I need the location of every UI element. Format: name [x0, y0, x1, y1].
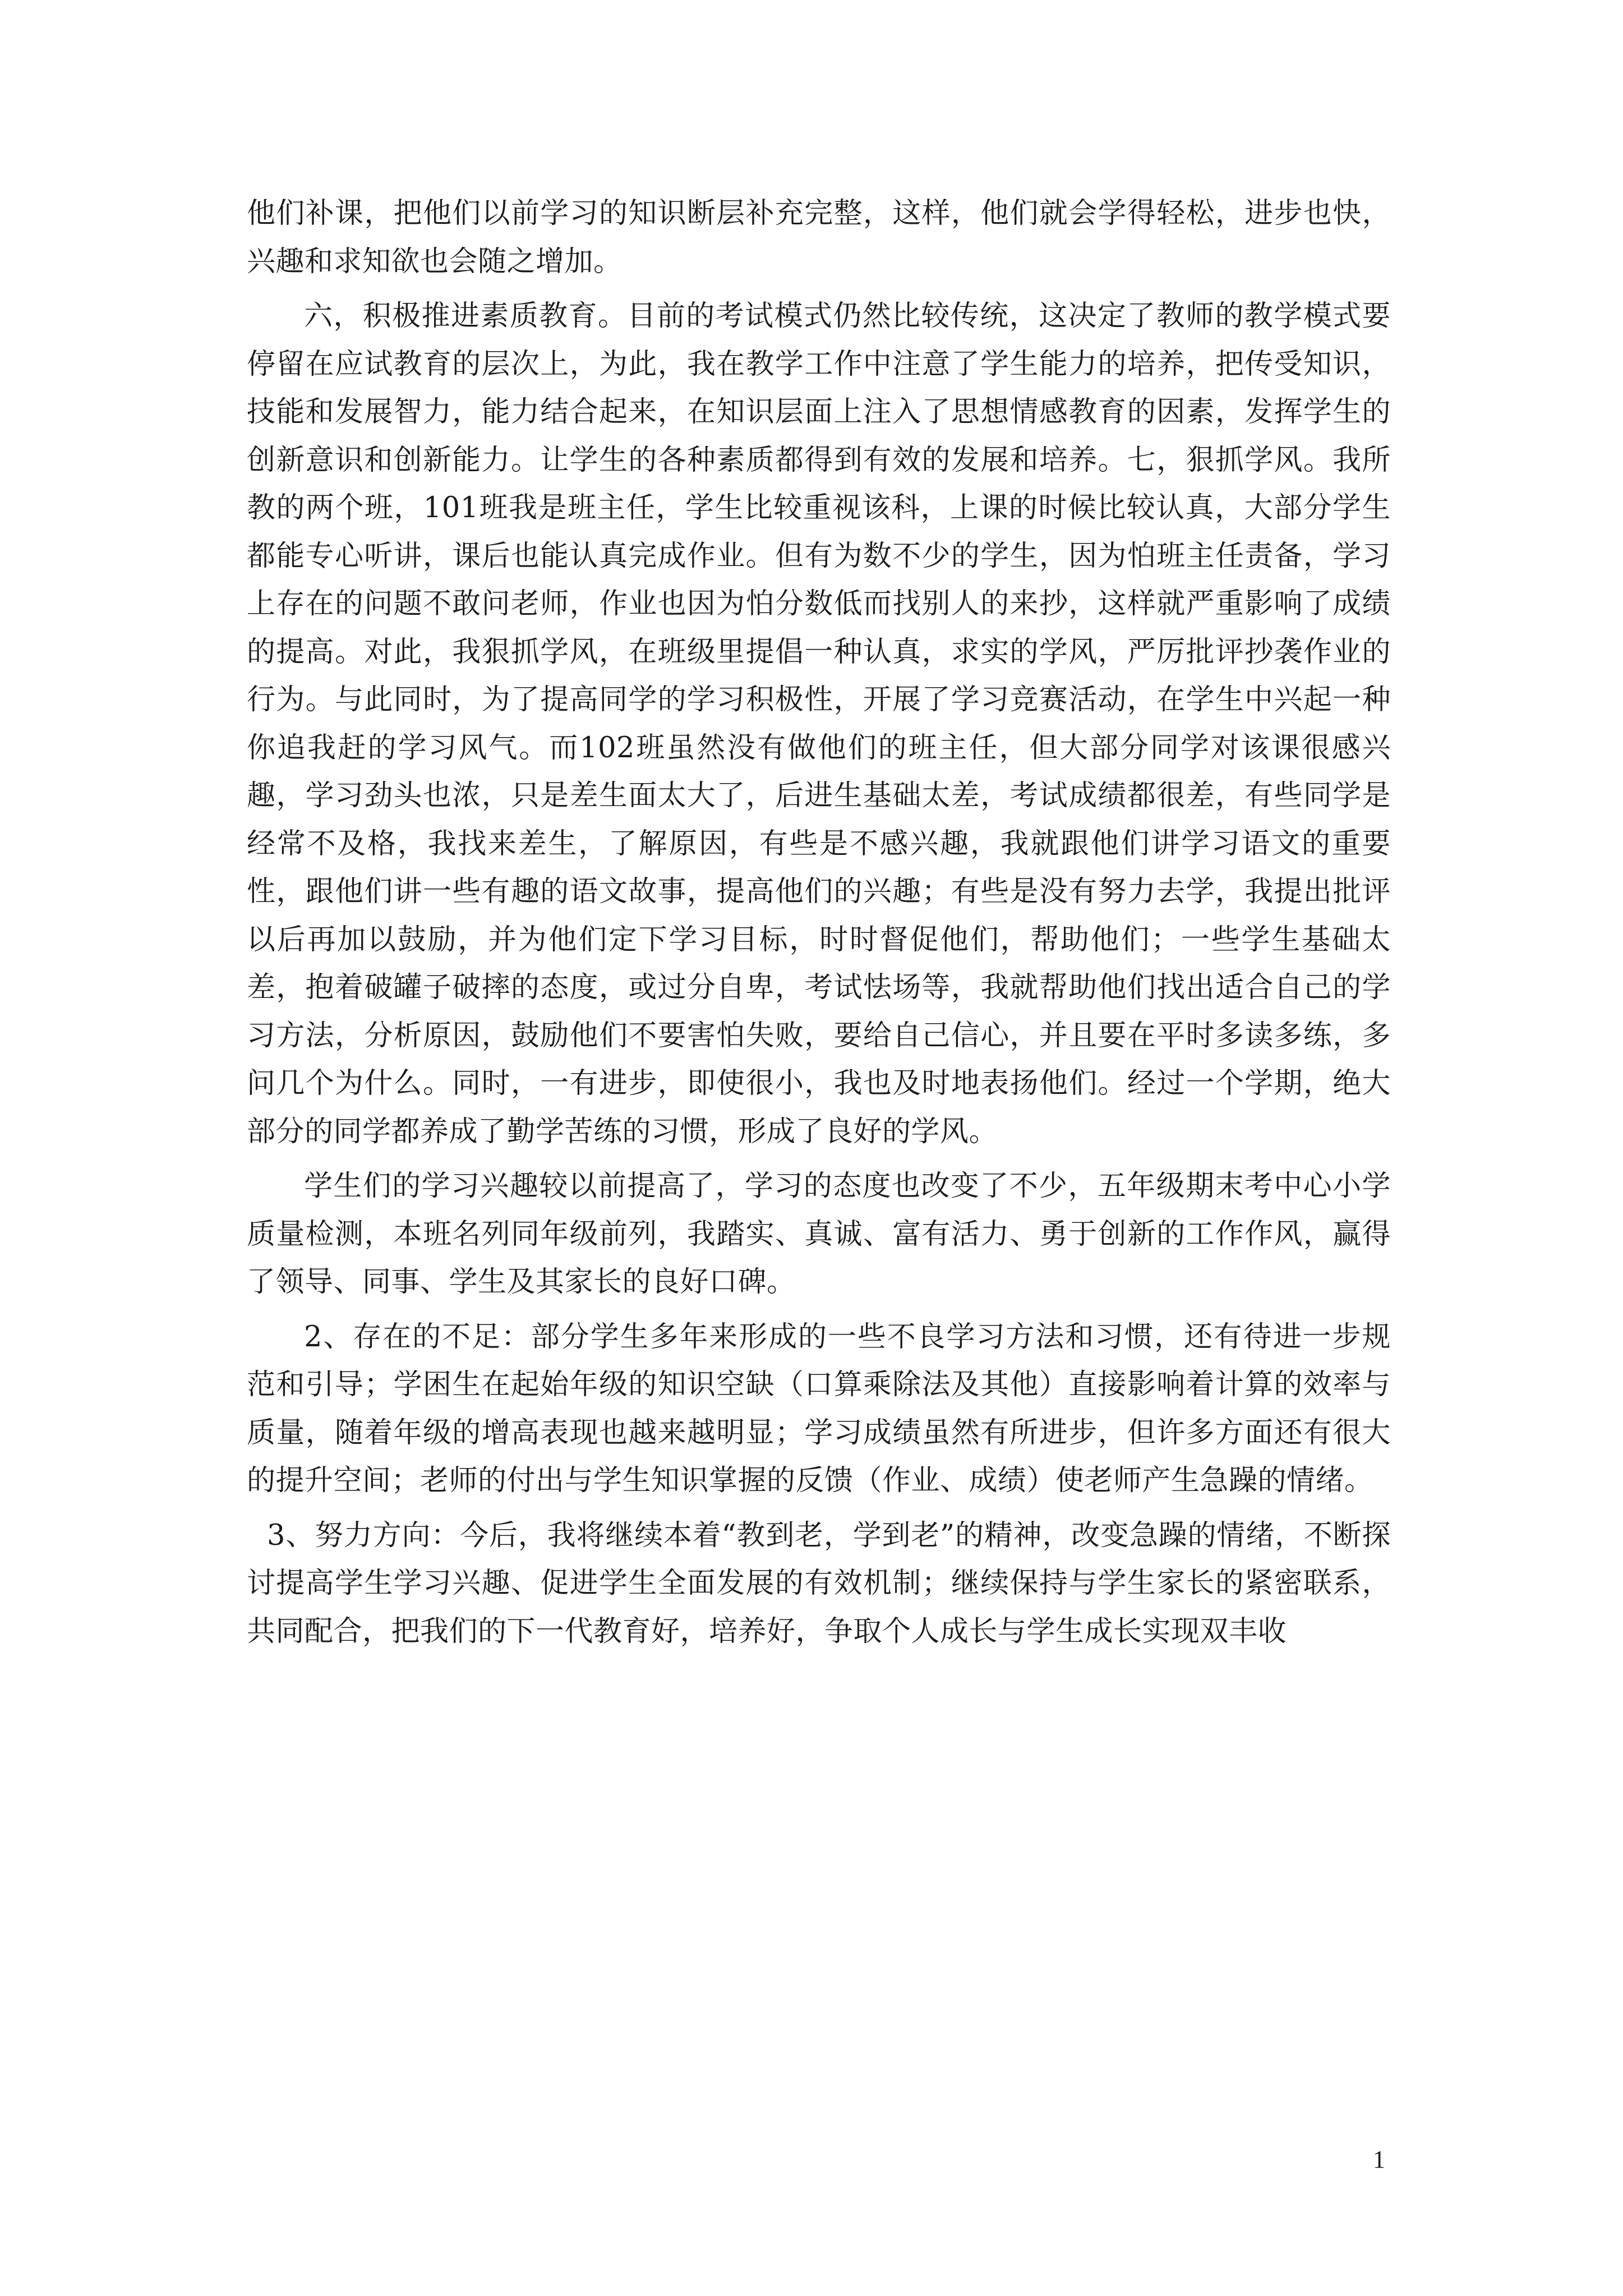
document-body [247, 190, 1391, 1662]
paragraph-direction: 3、努力方向：今后，我将继续本着“教到老，学到老”的精神，改变急躁的情绪，不断探讨提高学生学习兴趣、促进学生全面发展的有效机制；继续保持与学生家长的紧密联系，共同配合，把我们的下一代教育好，培养好，争取个人成长与学生成长实现双丰收 [247, 1519, 1391, 1648]
paragraph-shortcomings: 2、存在的不足：部分学生多年来形成的一些不良学习方法和习惯，还有待进一步规范和引导；学困生在起始年级的知识空缺（口算乘除法及其他）直接影响着计算的效率与质量，随着年级的增高表现也越来越明显；学习成绩虽然有所进步，但许多方面还有很大的提升空间；老师的付出与学生知识掌握的反馈（作业、成绩）使老师产生急躁的情绪。 [247, 1320, 1391, 1497]
page-number: 1 [1373, 2146, 1385, 2173]
paragraph-continuation: 他们补课，把他们以前学习的知识断层补充完整，这样，他们就会学得轻松，进步也快，兴趣和求知欲也会随之增加。 [247, 197, 1391, 278]
paragraph-quality-education: 六，积极推进素质教育。目前的考试模式仍然比较传统，这决定了教师的教学模式要停留在应试教育的层次上，为此，我在教学工作中注意了学生能力的培养，把传受知识，技能和发展智力，能力结合起来，在知识层面上注入了思想情感教育的因素，发挥学生的创新意识和创新能力。让学生的各种素质都得到有效的发展和培养。七，狠抓学风。我所教的两个班，101班我是班主任，学生比较重视该科，上课的时候比较认真，大部分学生都能专心听讲，课后也能认真完成作业。但有为数不少的学生，因为怕班主任责备，学习上存在的问题不敢问老师，作业也因为怕分数低而找别人的来抄，这样就严重影响了成绩的提高。对此，我狠抓学风，在班级里提倡一种认真，求实的学风，严厉批评抄袭作业的行为。与此同时，为了提高同学的学习积极性，开展了学习竞赛活动，在学生中兴起一种你追我赶的学习风气。而102班虽然没有做他们的班主任，但大部分同学对该课很感兴趣，学习劲头也浓，只是差生面太大了，后进生基础太差，考试成绩都很差，有些同学是经常不及格，我找来差生，了解原因，有些是不感兴趣，我就跟他们讲学习语文的重要性，跟他们讲一些有趣的语文故事，提高他们的兴趣；有些是没有努力去学，我提出批评以后再加以鼓励，并为他们定下学习目标，时时督促他们，帮助他们；一些学生基础太差，抱着破罐子破摔的态度，或过分自卑，考试怯场等，我就帮助他们找出适合自己的学习方法，分析原因，鼓励他们不要害怕失败，要给自己信心，并且要在平时多读多练，多问几个为什么。同时，一有进步，即使很小，我也及时地表扬他们。经过一个学期，绝大部分的同学都养成了勤学苦练的习惯，形成了良好的学风。 [247, 300, 1391, 1148]
paragraph-learning-interest: 学生们的学习兴趣较以前提高了，学习的态度也改变了不少，五年级期末考中心小学质量检测，本班名列同年级前列，我踏实、真诚、富有活力、勇于创新的工作作风，赢得了领导、同事、学生及其家长的良好口碑。 [247, 1170, 1391, 1299]
